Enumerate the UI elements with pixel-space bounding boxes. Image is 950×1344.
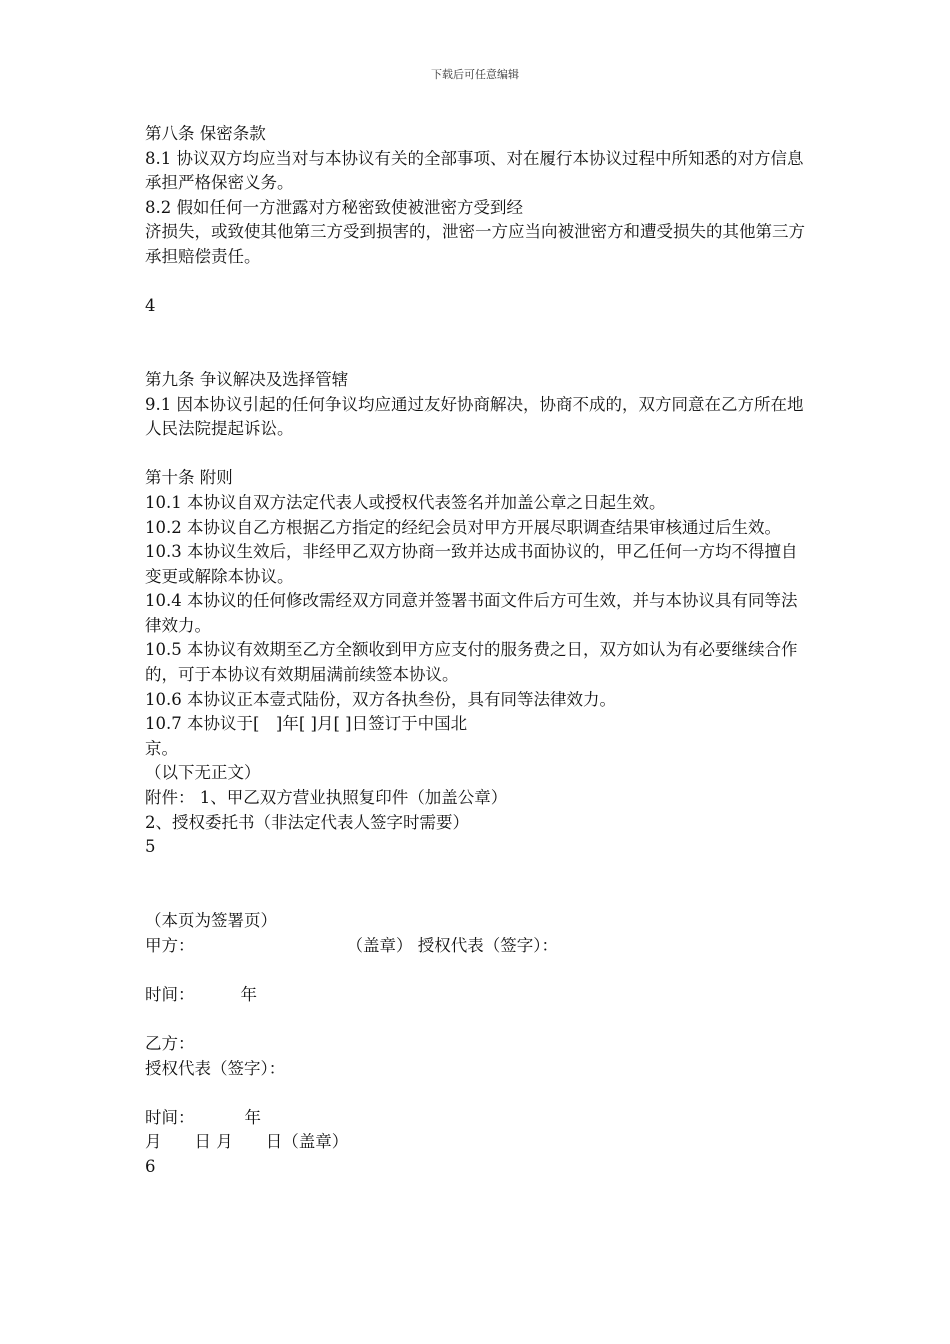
section8-para2-line1: 8.2 假如任何一方泄露对方秘密致使被泄密方受到经 [145, 197, 523, 217]
party-a-row [145, 934, 810, 959]
section10-para2: 10.2 本协议自乙方根据乙方指定的经纪会员对甲方开展尽职调查结果审核通过后生效。 [145, 517, 781, 537]
year-label: 年 [240, 984, 257, 1004]
attachment-1: 附件： 1、甲乙双方营业执照复印件（加盖公章） [145, 788, 508, 808]
section9-para1: 9.1 因本协议引起的任何争议均应通过友好协商解决，协商不成的，双方同意在乙方所在地人民法院提起诉讼。 [145, 394, 804, 439]
party-a-label: 甲方： [145, 935, 195, 955]
signature-page-note: （本页为签署页） [145, 911, 277, 930]
section10-para7-line2: 京。 [145, 738, 178, 758]
section8-para2-line2: 济损失，或致使其他第三方受到损害的，泄密一方应当向被泄密方和遭受损失的其他第三方承担赔偿责任。 [145, 222, 805, 266]
section10-para5: 10.5 本协议有效期至乙方全额收到甲方应支付的服务费之日，双方如认为有必要继续合作的，可于本协议有效期届满前续签本协议。 [145, 640, 798, 685]
section10-para4: 10.4 本协议的任何修改需经双方同意并签署书面文件后方可生效，并与本协议具有同等法律效力。 [145, 591, 798, 635]
party-a-seal: （盖章） [346, 935, 413, 955]
page-number: 5 [145, 837, 156, 857]
party-b-time-row [145, 1106, 810, 1131]
section10-title: 第十条 附则 [145, 468, 233, 488]
party-a-time-row [145, 983, 810, 1008]
attachment-2: 2、授权委托书（非法定代表人签字时需要） [145, 812, 469, 832]
time-label: 时间： [145, 984, 195, 1004]
party-b-rep: 授权代表（签字）： [145, 1058, 286, 1078]
year-label: 年 [244, 1107, 261, 1127]
end-of-text-note: （以下无正文） [145, 763, 261, 783]
section10-para7-line1: 10.7 本协议于[ ]年[ ]月[ ]日签订于中国北 [145, 714, 468, 734]
document-body [145, 122, 810, 1180]
month-day-row: 月 日 月 日（盖章） [145, 1132, 349, 1152]
section10-para1: 10.1 本协议自双方法定代表人或授权代表签名并加盖公章之日起生效。 [145, 492, 666, 512]
party-b-label: 乙方： [145, 1033, 195, 1053]
time-label: 时间： [145, 1107, 195, 1127]
section10-para6: 10.6 本协议正本壹式陆份，双方各执叁份，具有同等法律效力。 [145, 689, 616, 709]
section9-title: 第九条 争议解决及选择管辖 [145, 369, 349, 389]
party-a-rep: 授权代表（签字）： [417, 935, 558, 955]
section8-title: 第八条 保密条款 [145, 124, 266, 143]
page-number: 6 [145, 1156, 156, 1176]
section8-para1: 8.1 协议双方均应当对与本协议有关的全部事项、对在履行本协议过程中所知悉的对方信息承担严格保密义务。 [145, 148, 804, 193]
page-header: 下载后可任意编辑 [431, 68, 519, 81]
page-number: 4 [145, 296, 156, 316]
section10-para3: 10.3 本协议生效后，非经甲乙双方协商一致并达成书面协议的，甲乙任何一方均不得擅自变更或解除本协议。 [145, 542, 798, 586]
